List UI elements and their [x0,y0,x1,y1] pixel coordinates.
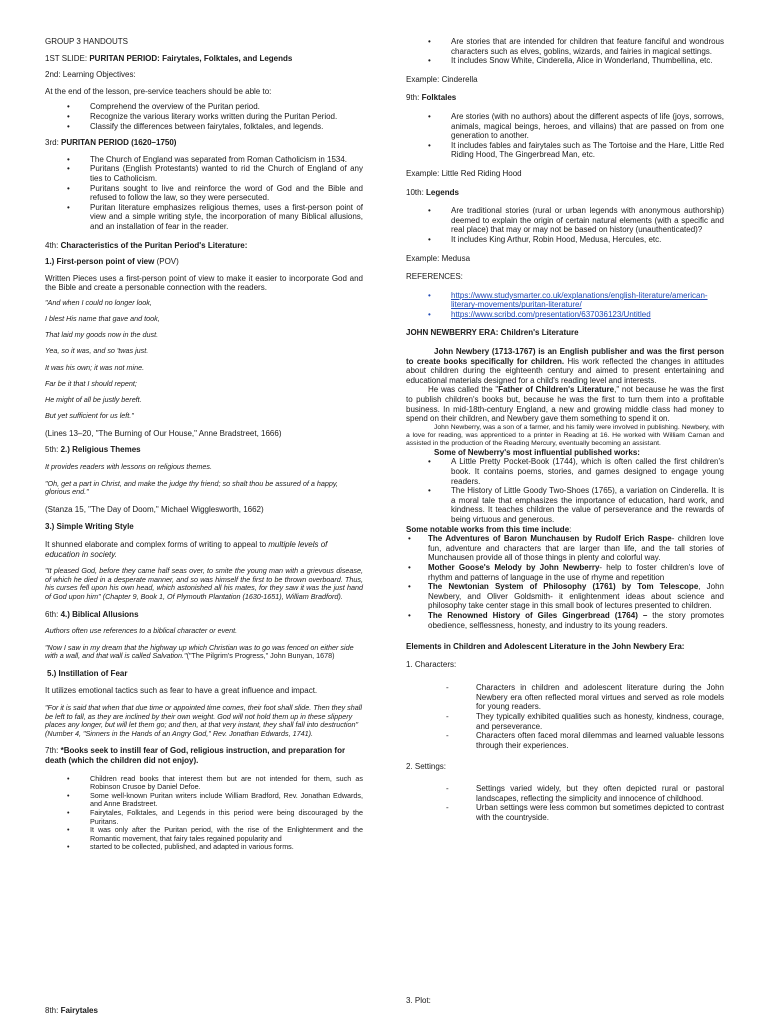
example-cinderella: Example: Cinderella [406,74,478,84]
notable-heading: Some notable works from this time include: [406,524,572,534]
poem-line: It was his own; it was not mine. [45,362,145,372]
char-5-text: It utilizes emotional tactics such as fear to have a great influence and impact. [45,686,318,696]
era-title: JOHN NEWBERRY ERA: Children's Literature [406,328,579,338]
char-3-text: It shunned elaborate and complex forms of writing to appeal to multiple levels of education in society. [45,539,328,559]
elements-heading: Elements in Children and Adolescent Literature in the John Newbery Era: [406,642,685,652]
list-item: • Are stories (with no authors) about the different aspects of life (joys, sorrows, animals, magical beings, heroes, and villains) that are passed on from one generation to another. [406,112,724,141]
list-item: • Mother Goose's Melody by John Newberry- help to foster children's love of rhythm and patterns of language in the use of rhyme and repetition [406,563,724,582]
list-item: • Some well-known Puritan writers include William Bradford, Rev. Jonathan Edwards, and Anne Bradstreet. [45,792,363,809]
char-3-heading: 3.) Simple Writing Style [45,522,134,532]
list-item: • started to be collected, published, and adapted in various forms. [45,843,363,852]
list-item: - Characters in children and adolescent literature during the John Newbery era often reflected moral virtues and served as role models for young readers. [406,683,724,712]
influential-heading: Some of Newberry's most influential published works: [434,447,640,457]
list-item: • Are traditional stories (rural or urban legends with anonymous authorship) deemed to explain the origin of certain natural elements (with a specific and real place) that may or may not be based on history (unauthenticated)? [406,206,724,235]
list-item: - Characters often faced moral dilemmas and learned valuable lessons through their experiences. [406,731,724,750]
char-2-source: (Stanza 15, "The Day of Doom," Michael Wigglesworth, 1662) [45,504,264,514]
list-item: • Classify the differences between fairytales, folktales, and legends. [45,122,363,132]
reference-link[interactable]: • https://www.scribd.com/presentation/637036123/Untitled [406,310,724,320]
poem-line: That laid my goods now in the dust. [45,330,159,340]
poem-line: But yet sufficient for us left." [45,411,134,421]
slide-9: 9th: Folktales [406,93,457,103]
char-5-quote: "For it is said that when that due time or appointed time comes, their foot shall slide. Then they shall be left to fall, as they are inclined by their own weight. God will not hold them up in these slippery places any longer, but will let them go; and then, at that very instant, they shall fall into destruction" (Number 4, "Sinners in the Hands of an Angry God," Rev. Jonathan Edwards, 1741). [45,703,362,738]
list-item: • It was only after the Puritan period, with the rise of the Enlightenment and the Romantic movement, that fairy tales regained popularity and [45,826,363,843]
list-item: • The History of Little Goody Two-Shoes (1765), a variation on Cinderella. It is a moral tale that emphasizes the importance of education, hard work, and kindness. It teaches children the value of perseverance and the rewards of being virtuous and generous. [406,486,724,524]
notable-list [406,534,724,630]
characters-label: 1. Characters: [406,659,457,669]
reference-link[interactable]: • https://www.studysmarter.co.uk/explanations/english-literature/american-literary-movements/puritan-literature/ [406,291,724,310]
slide-3: 3rd: PURITAN PERIOD (1620–1750) [45,138,177,148]
settings-label: 2. Settings: [406,762,447,772]
list-item: • Children read books that interest them but are not intended for them, such as Robinson Crusoe by Daniel Defoe. [45,775,363,792]
slide-5: 5th: 2.) Religious Themes [45,445,141,455]
list-item: • Comprehend the overview of the Puritan period. [45,102,363,112]
list-item: • It includes Snow White, Cinderella, Alice in Wonderland, Thumbellina, etc. [406,56,724,66]
settings-list [406,784,724,822]
poem-line: I blest His name that gave and took, [45,314,160,324]
right-column [406,0,724,822]
poem-line: He might of all be justly bereft. [45,395,142,404]
list-item: • The Church of England was separated from Roman Catholicism in 1534. [45,155,363,165]
char-4-quote: "Now I saw in my dream that the highway up which Christian was to go was fenced on either side with a wall, and that wall is called Salvation."("The Pilgrim's Progress," John Bunyan, 1678) [45,642,354,661]
influential-list [406,457,724,524]
char-5-heading: 5.) Instillation of Fear [47,668,128,678]
poem-line: Yea, so it was, and so 'twas just. [45,346,149,356]
poem-line: Far be it that I should repent; [45,378,137,388]
list-item: • Puritan literature emphasizes religious themes, uses a first-person point of view and a simple writing style, the incorporation of many Biblical allusions, and an installation of fear in the reader. [45,203,363,232]
char-4-text: Authors often use references to a biblical character or event. [45,626,238,636]
char-1-heading: 1.) First-person point of view (POV) [45,257,179,267]
legends-list [406,206,724,244]
list-item: • The Adventures of Baron Munchausen by Rudolf Erich Raspe- children love fun, adventure and characters that are larger than life, and the tall stories of Munchausen provide all of those things in plenty and colorful way. [406,534,724,563]
characters-list [406,683,724,750]
list-item: • A Little Pretty Pocket-Book (1744), which is often called the first children's book. It contains poems, stories, and games designed to engage young readers. [406,457,724,486]
slide-6: 6th: 4.) Biblical Allusions [45,609,139,619]
list-item: • Are stories that are intended for children that feature fanciful and wondrous characters such as elves, goblins, wizards, and fairies in magical settings. [406,37,724,56]
list-item: • Puritans sought to live and reinforce the word of God and the Bible and refused to follow the law, so they were persecuted. [45,184,363,203]
slide-2: 2nd: Learning Objectives: [45,70,136,80]
doc-title: GROUP 3 HANDOUTS [45,37,128,46]
char-3-quote: "It pleased God, before they came half seas over, to smite the young man with a grievous disease, of which he died in a desperate manner, and so was himself the first to be thrown overboard. Thus, his curses fell upon his own head, which astonished all his mates, for they saw it was the just hand of God upon him" (Chapter 9, Book 1, Of Plymouth Plantation (1630-1651), William Bradford). [45,566,363,601]
references-list [406,291,724,320]
poem-line: "And when I could no longer look, [45,297,152,307]
list-item: • The Newtonian System of Philosophy (1761) by Tom Telescope, John Newbery, and Oliver Goldsmith- it enlightenment ideas about science and philosophy take center stage in this small book of lectures presented to children. [406,582,724,611]
slide-4: 4th: Characteristics of the Puritan Period's Literature: [45,240,248,250]
poem [45,299,363,421]
era-paragraph-1: John Newbery (1713-1767) is an English publisher and was the first person to create books specifically for children. His work reflected the changes in attitudes about children during the eighteenth century and aimed to present entertaining and educational materials designed for a child's reading level and interests. [406,347,725,385]
list-item: • Fairytales, Folktales, and Legends in this period were being discouraged by the Puritans. [45,809,363,826]
fairytales-list [406,37,724,66]
slide-10: 10th: Legends [406,187,459,197]
example-red-riding-hood: Example: Little Red Riding Hood [406,168,522,178]
slide-7: 7th: *Books seek to instill fear of God, religious instruction, and preparation for death (which the children did not enjoy). [45,746,346,766]
char-1-text: Written Pieces uses a first-person point of view to make it easier to incorporate God and the Bible and create a personable connection with the readers. [45,273,363,293]
list-item: • It includes King Arthur, Robin Hood, Medusa, Hercules, etc. [406,235,724,245]
char-2-quote: "Oh, get a part in Christ, and make the judge thy friend; so shalt thou be assured of a happy, glorious end." [45,478,338,497]
poem-source: (Lines 13–20, "The Burning of Our House," Anne Bradstreet, 1666) [45,428,282,438]
slide-8: 8th: Fairytales [45,1006,98,1015]
list-item: - They typically exhibited qualities such as honesty, kindness, courage, and perseverance. [406,712,724,731]
list-item: • The Renowned History of Giles Gingerbread (1764) – the story promotes obedience, selflessness, honesty, and industry to its young readers. [406,611,724,630]
era-paragraph-2: He was called the "Father of Children's Literature," not because he was the first to publish children's books but, because he was the first to turn them into a profitable business. In mid-18th-century England, a new and growing middle class had money to spend on their children, and Newbery gave them something to spend it on. [406,385,724,424]
example-medusa: Example: Medusa [406,253,471,263]
objectives-intro: At the end of the lesson, pre-service teachers should be able to: [45,86,272,96]
list-item: • It includes fables and fairytales such as The Tortoise and the Hare, Little Red Riding Hood, The Gingerbread Man, etc. [406,141,724,160]
objectives-list [45,102,363,131]
left-column [45,0,363,852]
books-list [45,775,363,852]
list-item: - Urban settings were less common but sometimes depicted to contrast with the countryside. [406,803,724,822]
references-heading: REFERENCES: [406,272,463,282]
plot-label: 3. Plot: [406,996,431,1005]
list-item: - Settings varied widely, but they often depicted rural or pastoral landscapes, reflecting the simplicity and innocence of childhood. [406,784,724,803]
slide-1: 1ST SLIDE: PURITAN PERIOD: Fairytales, Folktales, and Legends [45,53,293,63]
char-2-text: It provides readers with lessons on religious themes. [45,461,212,471]
list-item: • Recognize the various literary works written during the Puritan Period. [45,112,363,122]
era-paragraph-3: John Newberry, was a son of a farmer, and his family were involved in publishing. Newbery, with a love for reading, was apprenticed to a printer in Reading at 16. He worked with William Carnan and assisted in the production of the Reading Mercury, eventually becoming an assistant. [406,423,724,447]
folktales-list [406,112,724,160]
list-item: • Puritans (English Protestants) wanted to rid the Church of England of any ties to Catholicism. [45,164,363,183]
puritan-list [45,155,363,232]
